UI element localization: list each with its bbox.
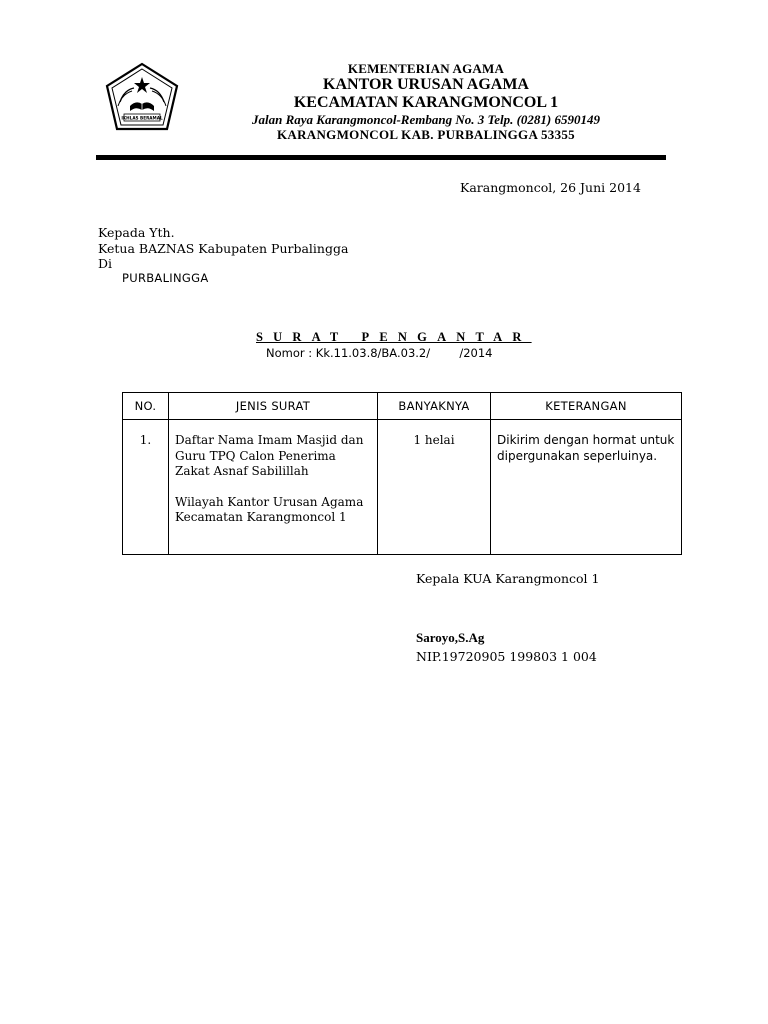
office-name: KANTOR URUSAN AGAMA [323,76,529,93]
signatory-name: Saroyo,S.Ag [416,630,485,645]
ministry-name: KEMENTERIAN AGAMA [347,61,505,76]
cell-quantity: 1 helai [378,420,491,555]
place-date: Karangmoncol, 26 Juni 2014 [460,180,641,195]
header-notes: KETERANGAN [491,393,682,420]
signatory-nip: NIP.19720905 199803 1 004 [416,649,597,664]
cell-no: 1. [123,420,169,555]
office-address: Jalan Raya Karangmoncol-Rembang No. 3 Telp. (0281) 6590149 [251,112,600,127]
kementerian-agama-emblem-icon [104,62,180,132]
recipient-name: Ketua BAZNAS Kabupaten Purbalingga [98,241,349,256]
table-header-row [123,393,682,420]
signatory-position: Kepala KUA Karangmoncol 1 [416,571,600,586]
document-type-line-1: Daftar Nama Imam Masjid dan Guru TPQ Calon Penerima Zakat Asnaf Sabilillah [175,433,364,478]
document-title: SURAT PENGANTAR [256,330,532,344]
recipient-preposition: Di [98,256,113,271]
document-type-line-2: Wilayah Kantor Urusan Agama Kecamatan Karangmoncol 1 [175,494,364,524]
cell-document-type [169,420,378,555]
logo-motto: IKHLAS BERAMAL [121,115,163,121]
document-number: Nomor : Kk.11.03.8/BA.03.2/ /2014 [266,346,493,360]
header-quantity: BANYAKNYA [378,393,491,420]
header-no: NO. [123,393,169,420]
items-table [122,392,682,555]
district-name: KECAMATAN KARANGMONCOL 1 [293,94,559,111]
cell-notes: Dikirim dengan hormat untuk dipergunakan seperluinya. [491,420,682,555]
letterhead-divider [96,155,666,160]
office-city: KARANGMONCOL KAB. PURBALINGGA 53355 [277,127,575,142]
recipient-salutation: Kepada Yth. [98,225,175,240]
header-document-type: JENIS SURAT [169,393,378,420]
table-row [123,420,682,555]
recipient-place: PURBALINGGA [122,271,209,285]
